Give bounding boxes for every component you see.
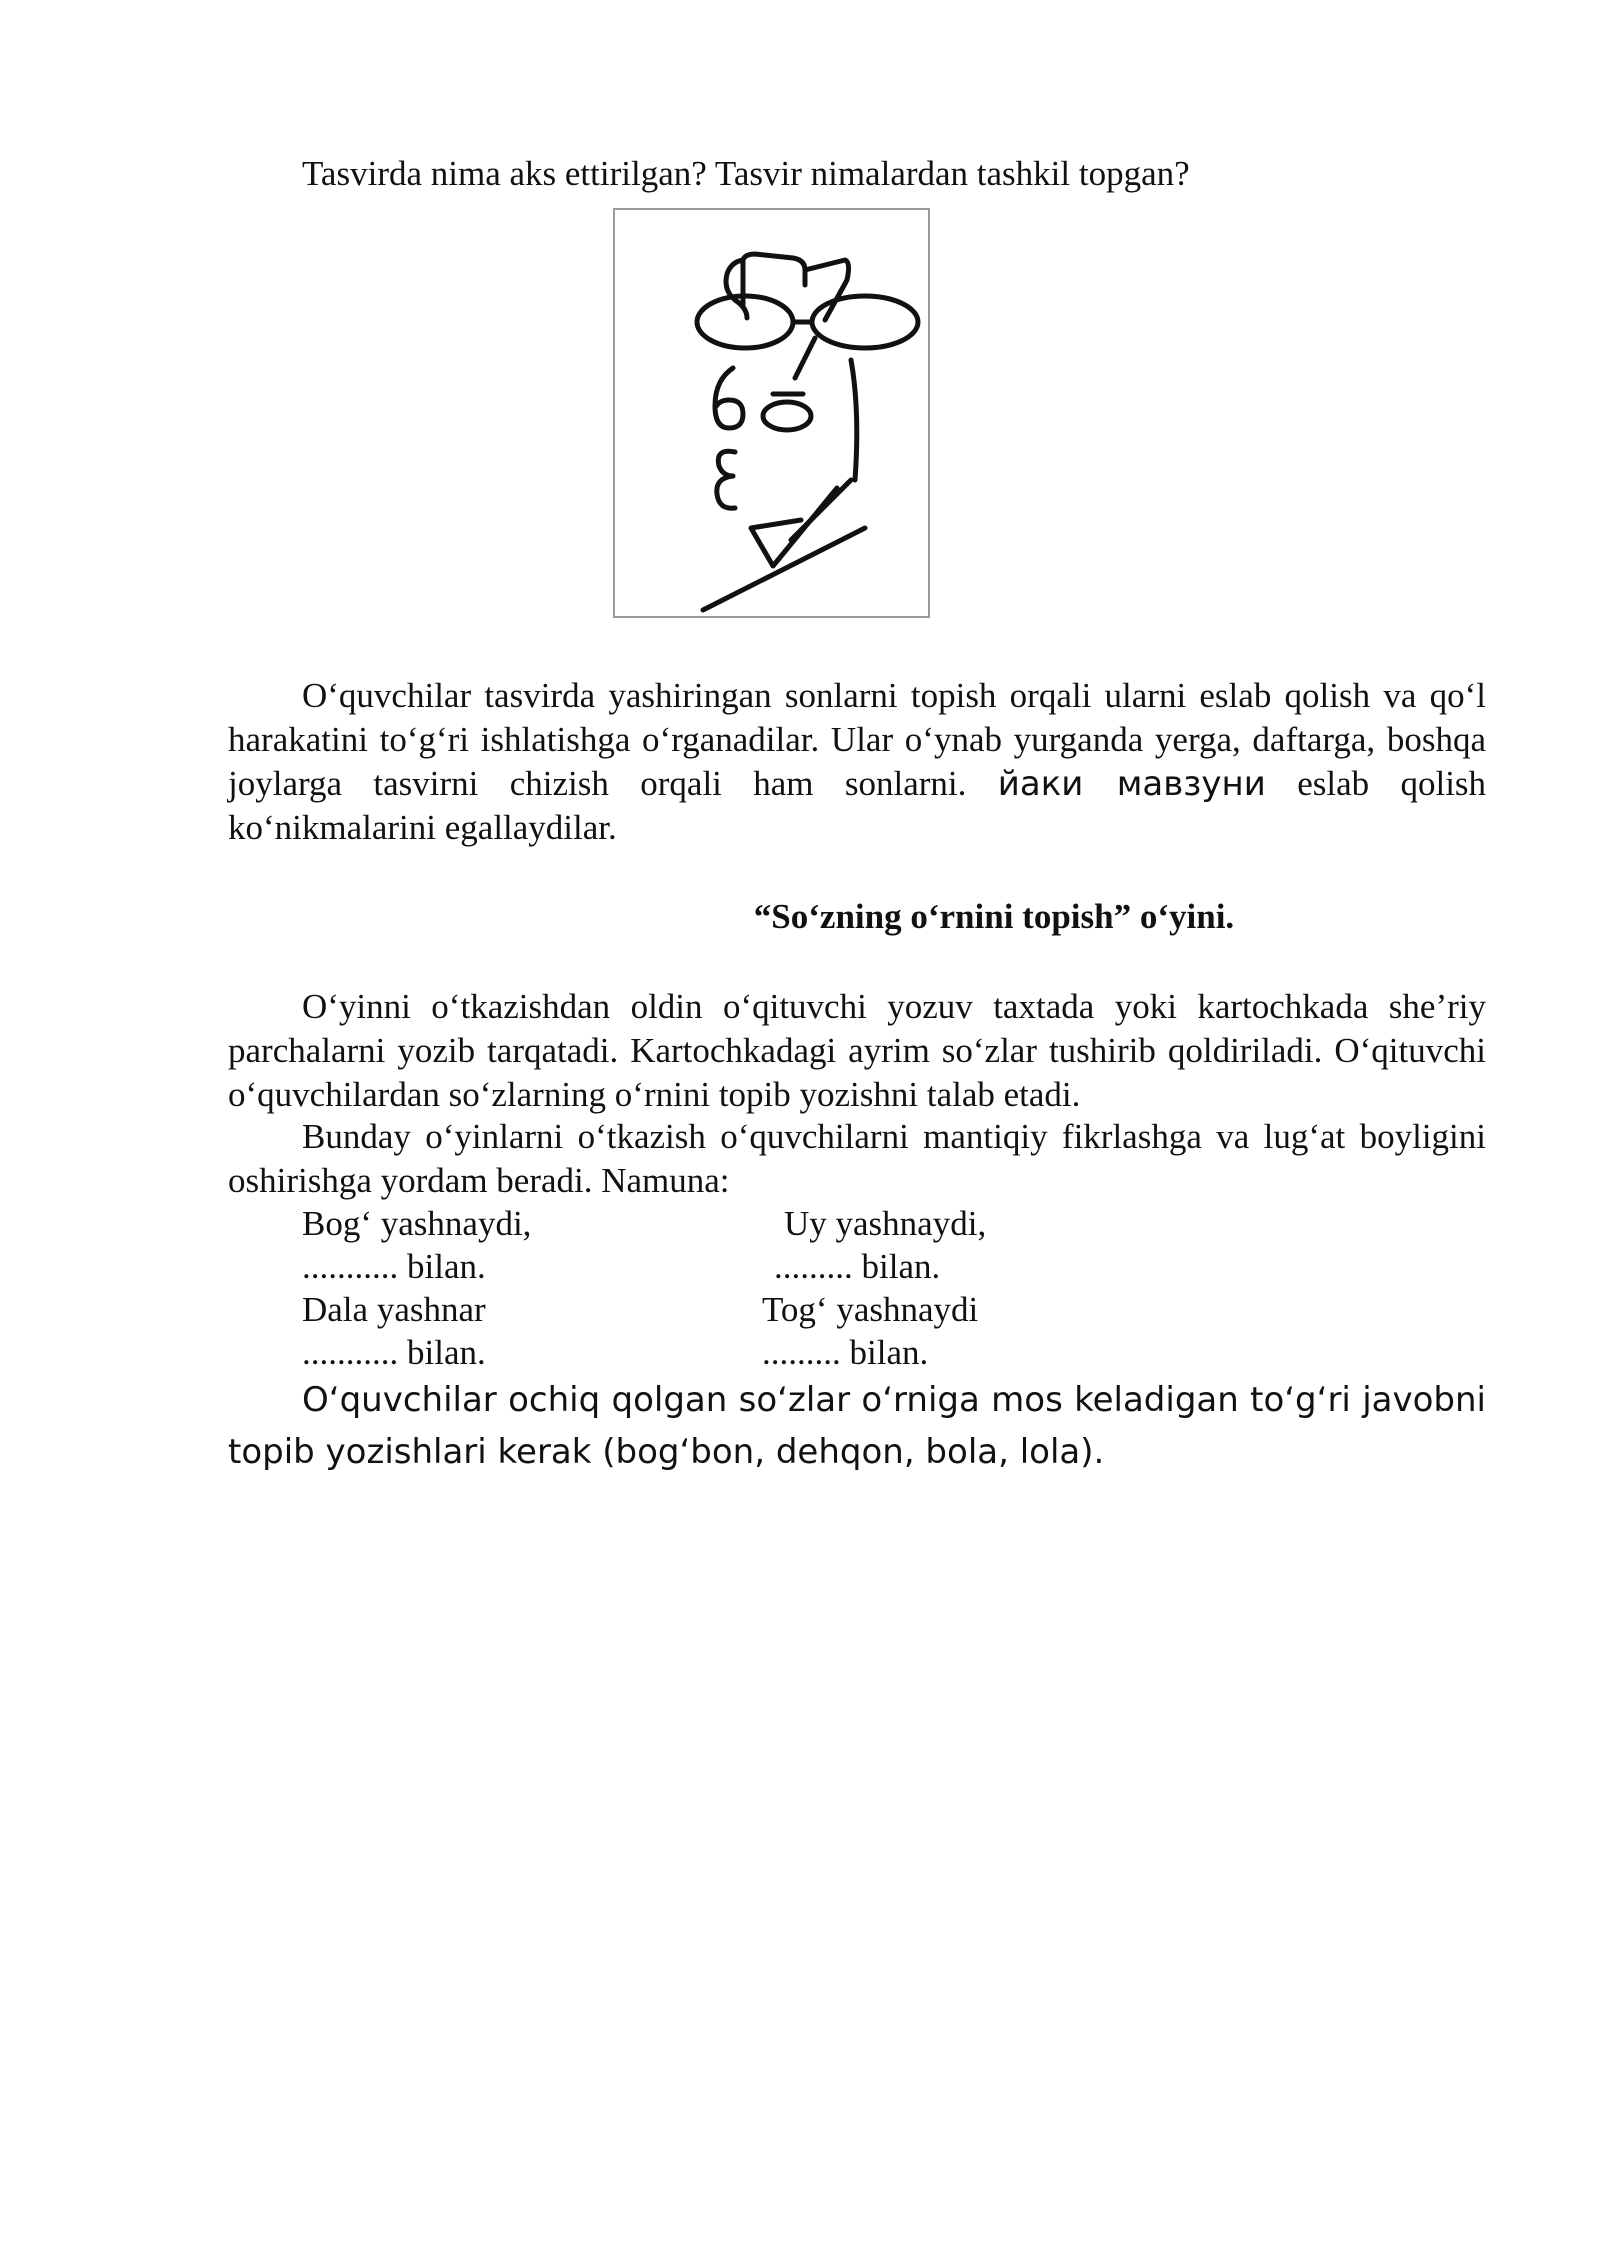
poem-left-line-3: Dala yashnar (302, 1290, 486, 1329)
paragraph1-text-end: eslab qolish ko‘nikmalarini egallaydilar. (228, 764, 1487, 847)
poem-right-line-1: Uy yashnaydi, (784, 1204, 987, 1243)
poem-right-line-2: ......... bilan. (774, 1247, 941, 1286)
game-title: “So‘zning o‘rnini topish” o‘yini. (753, 897, 1235, 936)
paragraph-game-benefit: Bunday o‘yinlarni o‘tkazish o‘quvchilarni mantiqiy fikrlashga va lug‘at boyligini oshirishga yordam beradi. Namuna: (228, 1117, 1486, 1200)
intro-question: Tasvirda nima aks ettirilgan? Tasvir nimalardan tashkil topgan? (302, 154, 1190, 193)
poem-left-line-1: Bog‘ yashnaydi, (302, 1204, 532, 1243)
paragraph-hidden-numbers (228, 674, 1486, 850)
numbers-face-drawing-icon (615, 210, 928, 616)
poem-left-line-2: ........... bilan. (302, 1247, 486, 1286)
paragraph-answers: O‘quvchilar ochiq qolgan so‘zlar o‘rniga mos keladigan to‘g‘ri javobni topib yozishlari kerak (bog‘bon, dehqon, bola, lola). (228, 1380, 1486, 1472)
paragraph1-cyrillic-text: йаки мавзуни (997, 764, 1266, 804)
paragraph-game-description: O‘yinni o‘tkazishdan oldin o‘qituvchi yozuv taxtada yoki kartochkada she’riy parchalarni yozib tarqatadi. Kartochkadagi ayrim so‘zlar tushirib qoldiriladi. O‘qituvchi o‘quvchilardan so‘zlarning o‘rnini topib yozishni talab etadi. (228, 987, 1486, 1114)
poem-right-line-3: Tog‘ yashnaydi (762, 1290, 979, 1329)
poem-left-line-4: ........... bilan. (302, 1333, 486, 1372)
figure-frame (613, 208, 930, 618)
paragraph1-text: O‘quvchilar tasvirda yashiringan sonlarni topish orqali ularni eslab qolish va qo‘l harakatini to‘g‘ri ishlatishga o‘rganadilar. Ular o‘ynab yurganda yerga, daftarga, boshqa joylarga tasvirni chizish orqali ham sonlarni. (228, 676, 1486, 803)
poem-right-line-4: ......... bilan. (762, 1333, 929, 1372)
